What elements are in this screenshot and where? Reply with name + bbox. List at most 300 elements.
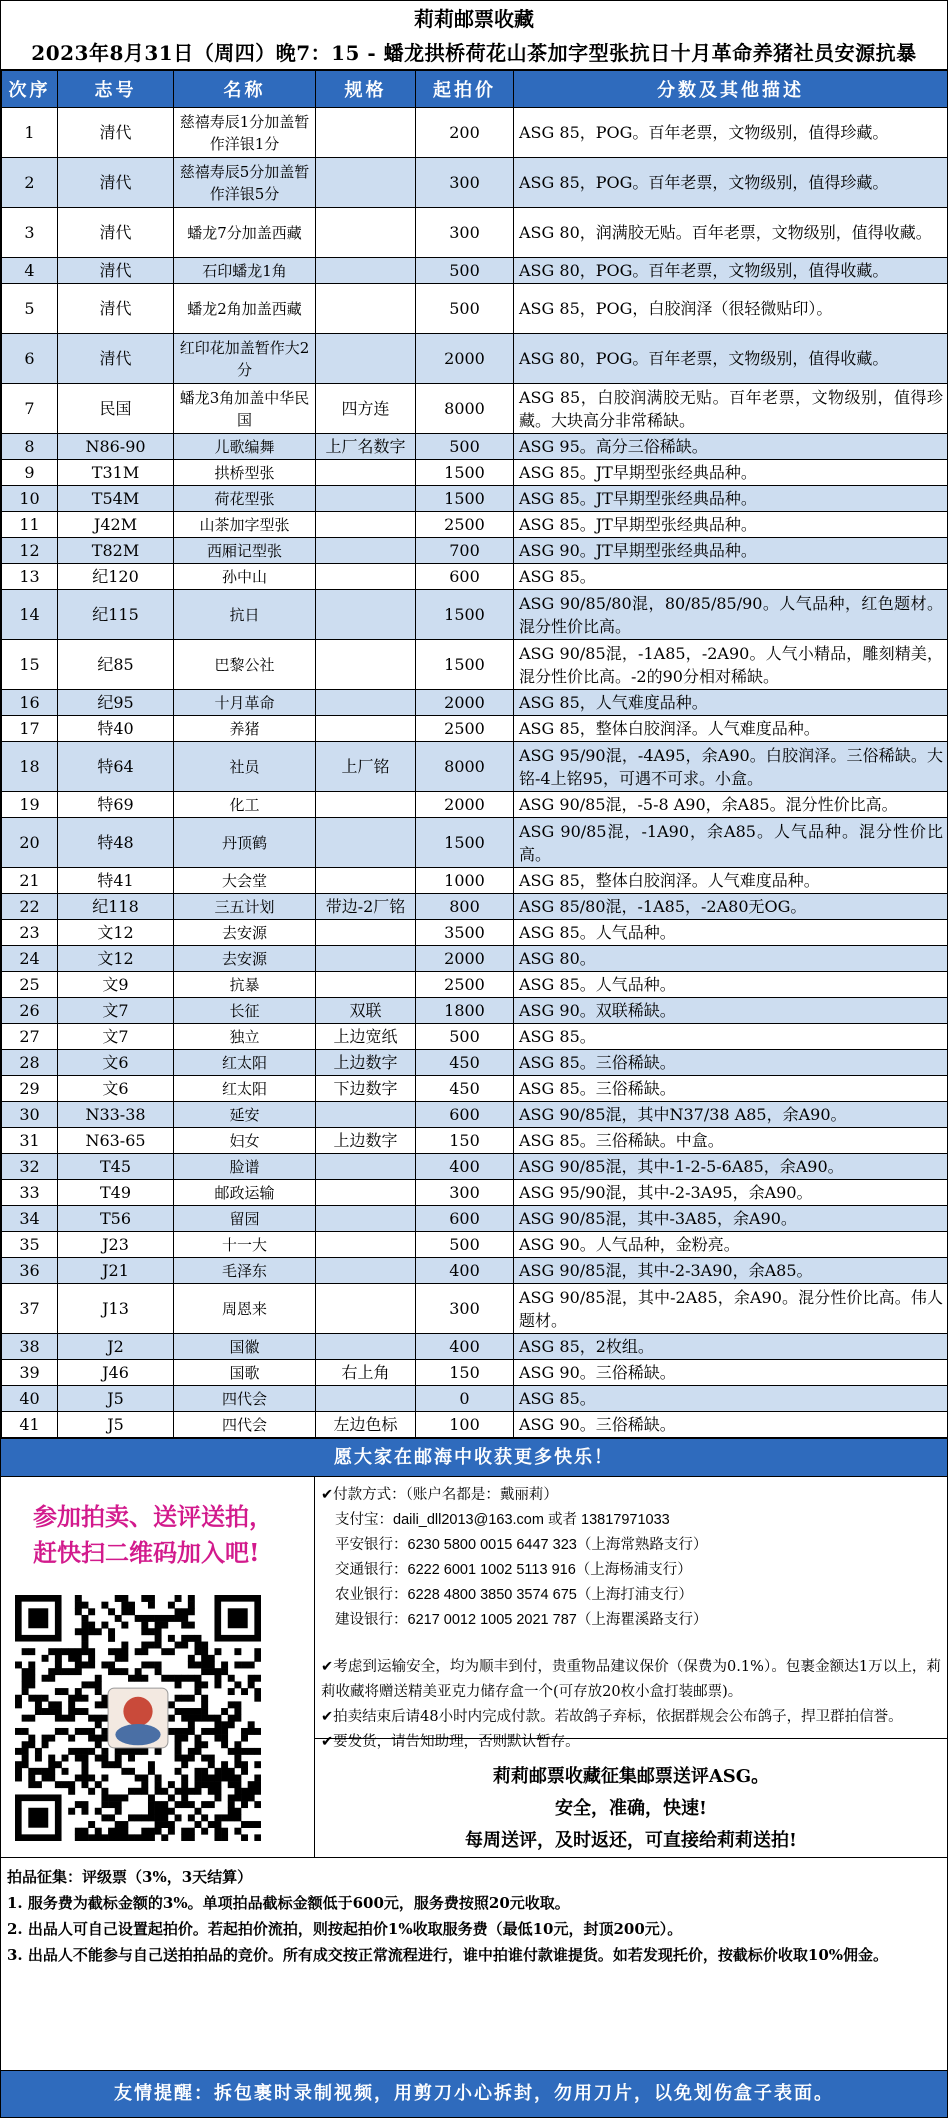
lot-description: ASG 85/80混，-1A85，-2A80无OG。 [514,894,948,920]
table-row [2,742,948,792]
lot-code: 文7 [58,1024,174,1050]
lot-spec [316,868,416,894]
lot-number: 22 [2,894,58,920]
lot-start-price: 600 [416,1102,514,1128]
table-row [2,158,948,208]
lot-spec [316,1206,416,1232]
lot-name: 国徽 [174,1334,316,1360]
lot-spec: 上边数字 [316,1128,416,1154]
lot-name: 抗暴 [174,972,316,998]
lot-code: 清代 [58,284,174,334]
lot-description: ASG 90/85混，其中-2A85，余A90。混分性价比高。伟人题材。 [514,1284,948,1334]
lot-start-price: 500 [416,1232,514,1258]
lot-name: 三五计划 [174,894,316,920]
lot-start-price: 450 [416,1050,514,1076]
lot-start-price: 500 [416,284,514,334]
lot-number: 20 [2,818,58,868]
lot-number: 38 [2,1334,58,1360]
lot-description: ASG 85，整体白胶润泽。人气难度品种。 [514,716,948,742]
table-row [2,920,948,946]
lot-number: 32 [2,1154,58,1180]
lot-start-price: 3500 [416,920,514,946]
lot-description: ASG 85。 [514,1024,948,1050]
table-row [2,1284,948,1334]
qr-code[interactable] [15,1595,261,1841]
collect-line-2: 安全，准确，快速! [555,1798,707,1819]
lot-start-price: 2000 [416,690,514,716]
shipping-notes [315,1655,947,1755]
lot-description: ASG 90/85混，其中-1-2-5-6A85，余A90。 [514,1154,948,1180]
table-row [2,486,948,512]
lot-spec [316,258,416,284]
lot-start-price: 1800 [416,998,514,1024]
lot-description: ASG 85。人气品种。 [514,972,948,998]
lot-spec [316,538,416,564]
lot-spec: 上厂名数字 [316,434,416,460]
lot-description: ASG 85。JT早期型张经典品种。 [514,460,948,486]
bank-account: 交通银行：6222 6001 1002 5113 916（上海杨浦支行） [335,1562,692,1578]
footer-reminder: 友情提醒：拆包裹时录制视频，用剪刀小心拆封，勿用刀片，以免划伤盒子表面。 [1,2070,947,2117]
lot-number: 40 [2,1386,58,1412]
lot-spec: 上厂铭 [316,742,416,792]
lot-description: ASG 80，POG。百年老票，文物级别，值得收藏。 [514,258,948,284]
lot-name: 蟠龙7分加盖西藏 [174,208,316,258]
lot-number: 18 [2,742,58,792]
lot-description: ASG 90。三俗稀缺。 [514,1360,948,1386]
table-row [2,1412,948,1438]
lot-name: 毛泽东 [174,1258,316,1284]
lot-name: 红太阳 [174,1050,316,1076]
table-row [2,868,948,894]
lot-table [1,70,948,1438]
lot-number: 6 [2,334,58,384]
lot-name: 大会堂 [174,868,316,894]
lot-code: 清代 [58,158,174,208]
lot-code: T49 [58,1180,174,1206]
lot-start-price: 600 [416,564,514,590]
lot-code: 文12 [58,920,174,946]
lot-code: 清代 [58,334,174,384]
lot-name: 周恩来 [174,1284,316,1334]
lot-spec [316,512,416,538]
lot-number: 21 [2,868,58,894]
lot-code: 特69 [58,792,174,818]
auction-subtitle: 2023年8月31日（周四）晚7：15 - 蟠龙拱桥荷花山茶加字型张抗日十月革命养猪社员安源抗暴 [1,37,947,70]
lot-name: 山茶加字型张 [174,512,316,538]
lot-name: 儿歌编舞 [174,434,316,460]
consignment-rules [1,1858,947,2034]
lot-number: 35 [2,1232,58,1258]
lot-description: ASG 90/85/80混，80/85/85/90。人气品种，红色题材。混分性价比高。 [514,590,948,640]
table-row [2,384,948,434]
lot-number: 3 [2,208,58,258]
lot-code: J13 [58,1284,174,1334]
col-header-spec: 规格 [316,71,416,108]
lot-spec [316,1180,416,1206]
lot-code: 纪115 [58,590,174,640]
lot-spec [316,284,416,334]
lot-description: ASG 90。人气品种，金粉亮。 [514,1232,948,1258]
table-row [2,1360,948,1386]
lot-spec: 上边数字 [316,1050,416,1076]
lot-description: ASG 80，POG。百年老票，文物级别，值得收藏。 [514,334,948,384]
lot-description: ASG 90/85混，-1A85，-2A90。人气小精品，雕刻精美，混分性价比高。-2的90分相对稀缺。 [514,640,948,690]
table-row [2,894,948,920]
table-row [2,108,948,158]
lot-name: 孙中山 [174,564,316,590]
lot-description: ASG 90/85混，-1A90，余A85。人气品种。混分性价比高。 [514,818,948,868]
lot-start-price: 1500 [416,486,514,512]
lot-code: 清代 [58,208,174,258]
lot-start-price: 500 [416,258,514,284]
lot-code: 纪120 [58,564,174,590]
table-row [2,1180,948,1206]
lot-spec [316,486,416,512]
lot-number: 9 [2,460,58,486]
table-row [2,1334,948,1360]
lot-start-price: 1500 [416,460,514,486]
lot-number: 1 [2,108,58,158]
lot-number: 10 [2,486,58,512]
lot-start-price: 150 [416,1360,514,1386]
lot-number: 19 [2,792,58,818]
lot-description: ASG 85。三俗稀缺。 [514,1050,948,1076]
lot-number: 7 [2,384,58,434]
lot-code: 特40 [58,716,174,742]
lot-description: ASG 90/85混，其中-2-3A90，余A85。 [514,1258,948,1284]
lot-name: 蟠龙3角加盖中华民国 [174,384,316,434]
alipay-account: 支付宝：daili_dll2013@163.com 或者 13817971033 [335,1512,670,1528]
col-header-code: 志号 [58,71,174,108]
lot-start-price: 400 [416,1154,514,1180]
lot-code: 纪85 [58,640,174,690]
lot-code: J42M [58,512,174,538]
lot-number: 15 [2,640,58,690]
lot-description: ASG 85，POG，白胶润泽（很轻微贴印）。 [514,284,948,334]
lot-description: ASG 95/90混，-4A95，余A90。白胶润泽。三俗稀缺。大铭-4上铭95，可遇不可求。小盒。 [514,742,948,792]
lot-code: J46 [58,1360,174,1386]
lot-name: 邮政运输 [174,1180,316,1206]
qr-code-icon [15,1595,261,1841]
lot-start-price: 2000 [416,792,514,818]
lot-start-price: 2500 [416,512,514,538]
lot-start-price: 300 [416,158,514,208]
lot-description: ASG 90/85混，-5-8 A90，余A85。混分性价比高。 [514,792,948,818]
lot-start-price: 2500 [416,716,514,742]
lot-number: 25 [2,972,58,998]
payment-note: ✔拍卖结束后请48小时内完成付款。若故鸽子弃标，依据群规会公布鸽子，捍卫群拍信誉。 [321,1709,903,1725]
lot-number: 34 [2,1206,58,1232]
lot-start-price: 2000 [416,334,514,384]
lot-spec: 四方连 [316,384,416,434]
lot-name: 去安源 [174,920,316,946]
lot-name: 红太阳 [174,1076,316,1102]
lot-name: 慈禧寿辰1分加盖暂作洋银1分 [174,108,316,158]
lot-number: 27 [2,1024,58,1050]
lot-name: 抗日 [174,590,316,640]
table-row [2,972,948,998]
table-row [2,1050,948,1076]
lot-number: 37 [2,1284,58,1334]
lot-name: 西厢记型张 [174,538,316,564]
table-row [2,1232,948,1258]
lot-start-price: 2000 [416,946,514,972]
lot-code: T54M [58,486,174,512]
table-row [2,590,948,640]
lot-description: ASG 90/85混，其中-3A85，余A90。 [514,1206,948,1232]
lot-spec [316,1232,416,1258]
lot-code: 纪95 [58,690,174,716]
lot-start-price: 400 [416,1334,514,1360]
lot-spec [316,108,416,158]
lot-name: 去安源 [174,946,316,972]
payment-note: ✔考虑到运输安全，均为顺丰到付，贵重物品建议保价（保费为0.1%）。包裹金额达1万以上，莉莉收藏将赠送精美亚克力储存盒一个(可存放20枚小盒打装邮票)。 [321,1659,941,1700]
table-row [2,512,948,538]
lot-start-price: 1500 [416,590,514,640]
bank-account: 建设银行：6217 0012 1005 2021 787（上海瞿溪路支行） [335,1612,708,1628]
lot-code: 清代 [58,258,174,284]
lot-code: 特64 [58,742,174,792]
lot-description: ASG 85。三俗稀缺。中盒。 [514,1128,948,1154]
rule-item: 3. 出品人不能参与自己送拍拍品的竞价。所有成交按正常流程进行，谁中拍谁付款谁提货。如若发现托价，按截标价收取10%佣金。 [7,1946,889,1964]
collect-line-1: 莉莉邮票收藏征集邮票送评ASG。 [492,1766,770,1787]
lot-spec [316,1334,416,1360]
lot-code: T45 [58,1154,174,1180]
lot-code: 文6 [58,1076,174,1102]
lot-spec [316,1386,416,1412]
lot-description: ASG 85，白胶润满胶无贴。百年老票，文物级别，值得珍藏。大块高分非常稀缺。 [514,384,948,434]
lot-code: J5 [58,1386,174,1412]
lot-number: 13 [2,564,58,590]
lot-number: 16 [2,690,58,716]
lot-number: 33 [2,1180,58,1206]
lot-code: N63-65 [58,1128,174,1154]
lot-start-price: 700 [416,538,514,564]
lot-code: N33-38 [58,1102,174,1128]
lot-description: ASG 90/85混，其中N37/38 A85，余A90。 [514,1102,948,1128]
lot-name: 石印蟠龙1角 [174,258,316,284]
lot-name: 拱桥型张 [174,460,316,486]
lot-code: 特48 [58,818,174,868]
lot-start-price: 8000 [416,742,514,792]
lot-description: ASG 85，POG。百年老票，文物级别，值得珍藏。 [514,158,948,208]
lot-spec [316,818,416,868]
lot-spec [316,1284,416,1334]
lot-name: 留园 [174,1206,316,1232]
lot-code: 清代 [58,108,174,158]
lot-start-price: 2500 [416,972,514,998]
lot-spec: 下边数字 [316,1076,416,1102]
table-header-row [2,71,948,108]
lot-start-price: 400 [416,1258,514,1284]
lot-name: 独立 [174,1024,316,1050]
lot-code: 文12 [58,946,174,972]
rule-item: 2. 出品人可自己设置起拍价。若起拍价流拍，则按起拍价1%收取服务费（最低10元，封顶200元）。 [7,1920,683,1938]
lot-name: 延安 [174,1102,316,1128]
lot-description: ASG 80。 [514,946,948,972]
lot-start-price: 600 [416,1206,514,1232]
table-row [2,460,948,486]
lot-description: ASG 85。 [514,564,948,590]
invite-line-2: 赶快扫二维码加入吧! [33,1538,260,1567]
table-row [2,284,948,334]
lot-name: 国歌 [174,1360,316,1386]
lot-number: 30 [2,1102,58,1128]
lot-start-price: 150 [416,1128,514,1154]
lot-description: ASG 90。三俗稀缺。 [514,1412,948,1438]
lot-number: 12 [2,538,58,564]
lot-description: ASG 85，2枚组。 [514,1334,948,1360]
lot-spec [316,334,416,384]
lot-spec: 上边宽纸 [316,1024,416,1050]
lot-name: 四代会 [174,1412,316,1438]
lot-description: ASG 90。JT早期型张经典品种。 [514,538,948,564]
lot-start-price: 100 [416,1412,514,1438]
lot-code: N86-90 [58,434,174,460]
lot-start-price: 300 [416,1180,514,1206]
lot-spec: 双联 [316,998,416,1024]
lot-spec [316,1154,416,1180]
lot-name: 社员 [174,742,316,792]
lot-number: 4 [2,258,58,284]
table-row [2,258,948,284]
lot-description: ASG 85，人气难度品种。 [514,690,948,716]
lot-name: 化工 [174,792,316,818]
lot-spec [316,208,416,258]
lot-code: 文7 [58,998,174,1024]
lot-description: ASG 85，POG。百年老票，文物级别，值得珍藏。 [514,108,948,158]
lot-code: 文6 [58,1050,174,1076]
lot-code: T56 [58,1206,174,1232]
lot-number: 41 [2,1412,58,1438]
lot-description: ASG 95。高分三俗稀缺。 [514,434,948,460]
table-row [2,640,948,690]
lot-description: ASG 85。JT早期型张经典品种。 [514,512,948,538]
table-row [2,434,948,460]
lot-spec: 带边-2厂铭 [316,894,416,920]
lot-description: ASG 95/90混，其中-2-3A95，余A90。 [514,1180,948,1206]
table-row [2,538,948,564]
invite-panel [1,1477,315,1857]
lot-name: 红印花加盖暂作大2分 [174,334,316,384]
lot-description: ASG 80，润满胶无贴。百年老票，文物级别，值得收藏。 [514,208,948,258]
lot-name: 四代会 [174,1386,316,1412]
table-row [2,1386,948,1412]
table-row [2,1024,948,1050]
lot-spec [316,1258,416,1284]
table-row [2,690,948,716]
lot-code: J23 [58,1232,174,1258]
col-header-price: 起拍价 [416,71,514,108]
table-row [2,334,948,384]
table-row [2,1128,948,1154]
lot-name: 妇女 [174,1128,316,1154]
table-row [2,1258,948,1284]
table-row [2,716,948,742]
table-row [2,792,948,818]
wish-banner: 愿大家在邮海中收获更多快乐！ [1,1438,947,1477]
shop-name: 莉莉邮票收藏 [414,7,534,31]
lot-number: 28 [2,1050,58,1076]
lot-spec [316,564,416,590]
lot-name: 十月革命 [174,690,316,716]
lot-number: 29 [2,1076,58,1102]
lot-spec [316,690,416,716]
table-row [2,208,948,258]
lot-number: 17 [2,716,58,742]
table-row [2,818,948,868]
lot-spec [316,1102,416,1128]
invite-text [1,1477,314,1571]
lot-name: 荷花型张 [174,486,316,512]
lot-start-price: 8000 [416,384,514,434]
lot-spec [316,972,416,998]
lot-spec [316,640,416,690]
lot-spec [316,716,416,742]
table-row [2,564,948,590]
lot-code: T31M [58,460,174,486]
lot-spec: 右上角 [316,1360,416,1386]
lot-number: 36 [2,1258,58,1284]
lot-spec [316,460,416,486]
col-header-number: 次序 [2,71,58,108]
lot-code: T82M [58,538,174,564]
lot-number: 23 [2,920,58,946]
table-row [2,1102,948,1128]
lot-code: 纪118 [58,894,174,920]
lot-name: 长征 [174,998,316,1024]
lot-code: J2 [58,1334,174,1360]
lot-start-price: 0 [416,1386,514,1412]
lot-name: 慈禧寿辰5分加盖暂作洋银5分 [174,158,316,208]
lot-name: 巴黎公社 [174,640,316,690]
collect-line-3: 每周送评，及时返还，可直接给莉莉送拍! [465,1830,797,1851]
lot-code: 文9 [58,972,174,998]
rule-item: 1. 服务费为截标金额的3%。单项拍品截标金额低于600元，服务费按照20元收取。 [7,1894,570,1912]
lot-name: 脸谱 [174,1154,316,1180]
lot-name: 十一大 [174,1232,316,1258]
lot-number: 26 [2,998,58,1024]
bank-account: 平安银行：6230 5800 0015 6447 323（上海常熟路支行） [335,1537,708,1553]
lot-number: 14 [2,590,58,640]
lot-description: ASG 85，整体白胶润泽。人气难度品种。 [514,868,948,894]
payment-panel [315,1477,947,1857]
lot-number: 5 [2,284,58,334]
payment-title: ✔付款方式：（账户名都是：戴丽莉） [321,1487,558,1503]
lot-name: 蟠龙2角加盖西藏 [174,284,316,334]
table-row [2,1206,948,1232]
col-header-name: 名称 [174,71,316,108]
lot-number: 39 [2,1360,58,1386]
lot-description: ASG 85。JT早期型张经典品种。 [514,486,948,512]
lot-start-price: 450 [416,1076,514,1102]
lot-description: ASG 90。双联稀缺。 [514,998,948,1024]
lot-start-price: 800 [416,894,514,920]
payment-note: ✔要发货，请告知助理，否则默认暂存。 [321,1734,580,1750]
lot-start-price: 1500 [416,640,514,690]
table-row [2,1154,948,1180]
lot-number: 2 [2,158,58,208]
rules-title: 拍品征集：评级票（3%，3天结算） [7,1868,253,1886]
table-row [2,1076,948,1102]
info-section [1,1477,947,1858]
lot-number: 8 [2,434,58,460]
table-row [2,998,948,1024]
lot-name: 养猪 [174,716,316,742]
lot-spec [316,920,416,946]
lot-code: J5 [58,1412,174,1438]
lot-name: 丹顶鹤 [174,818,316,868]
